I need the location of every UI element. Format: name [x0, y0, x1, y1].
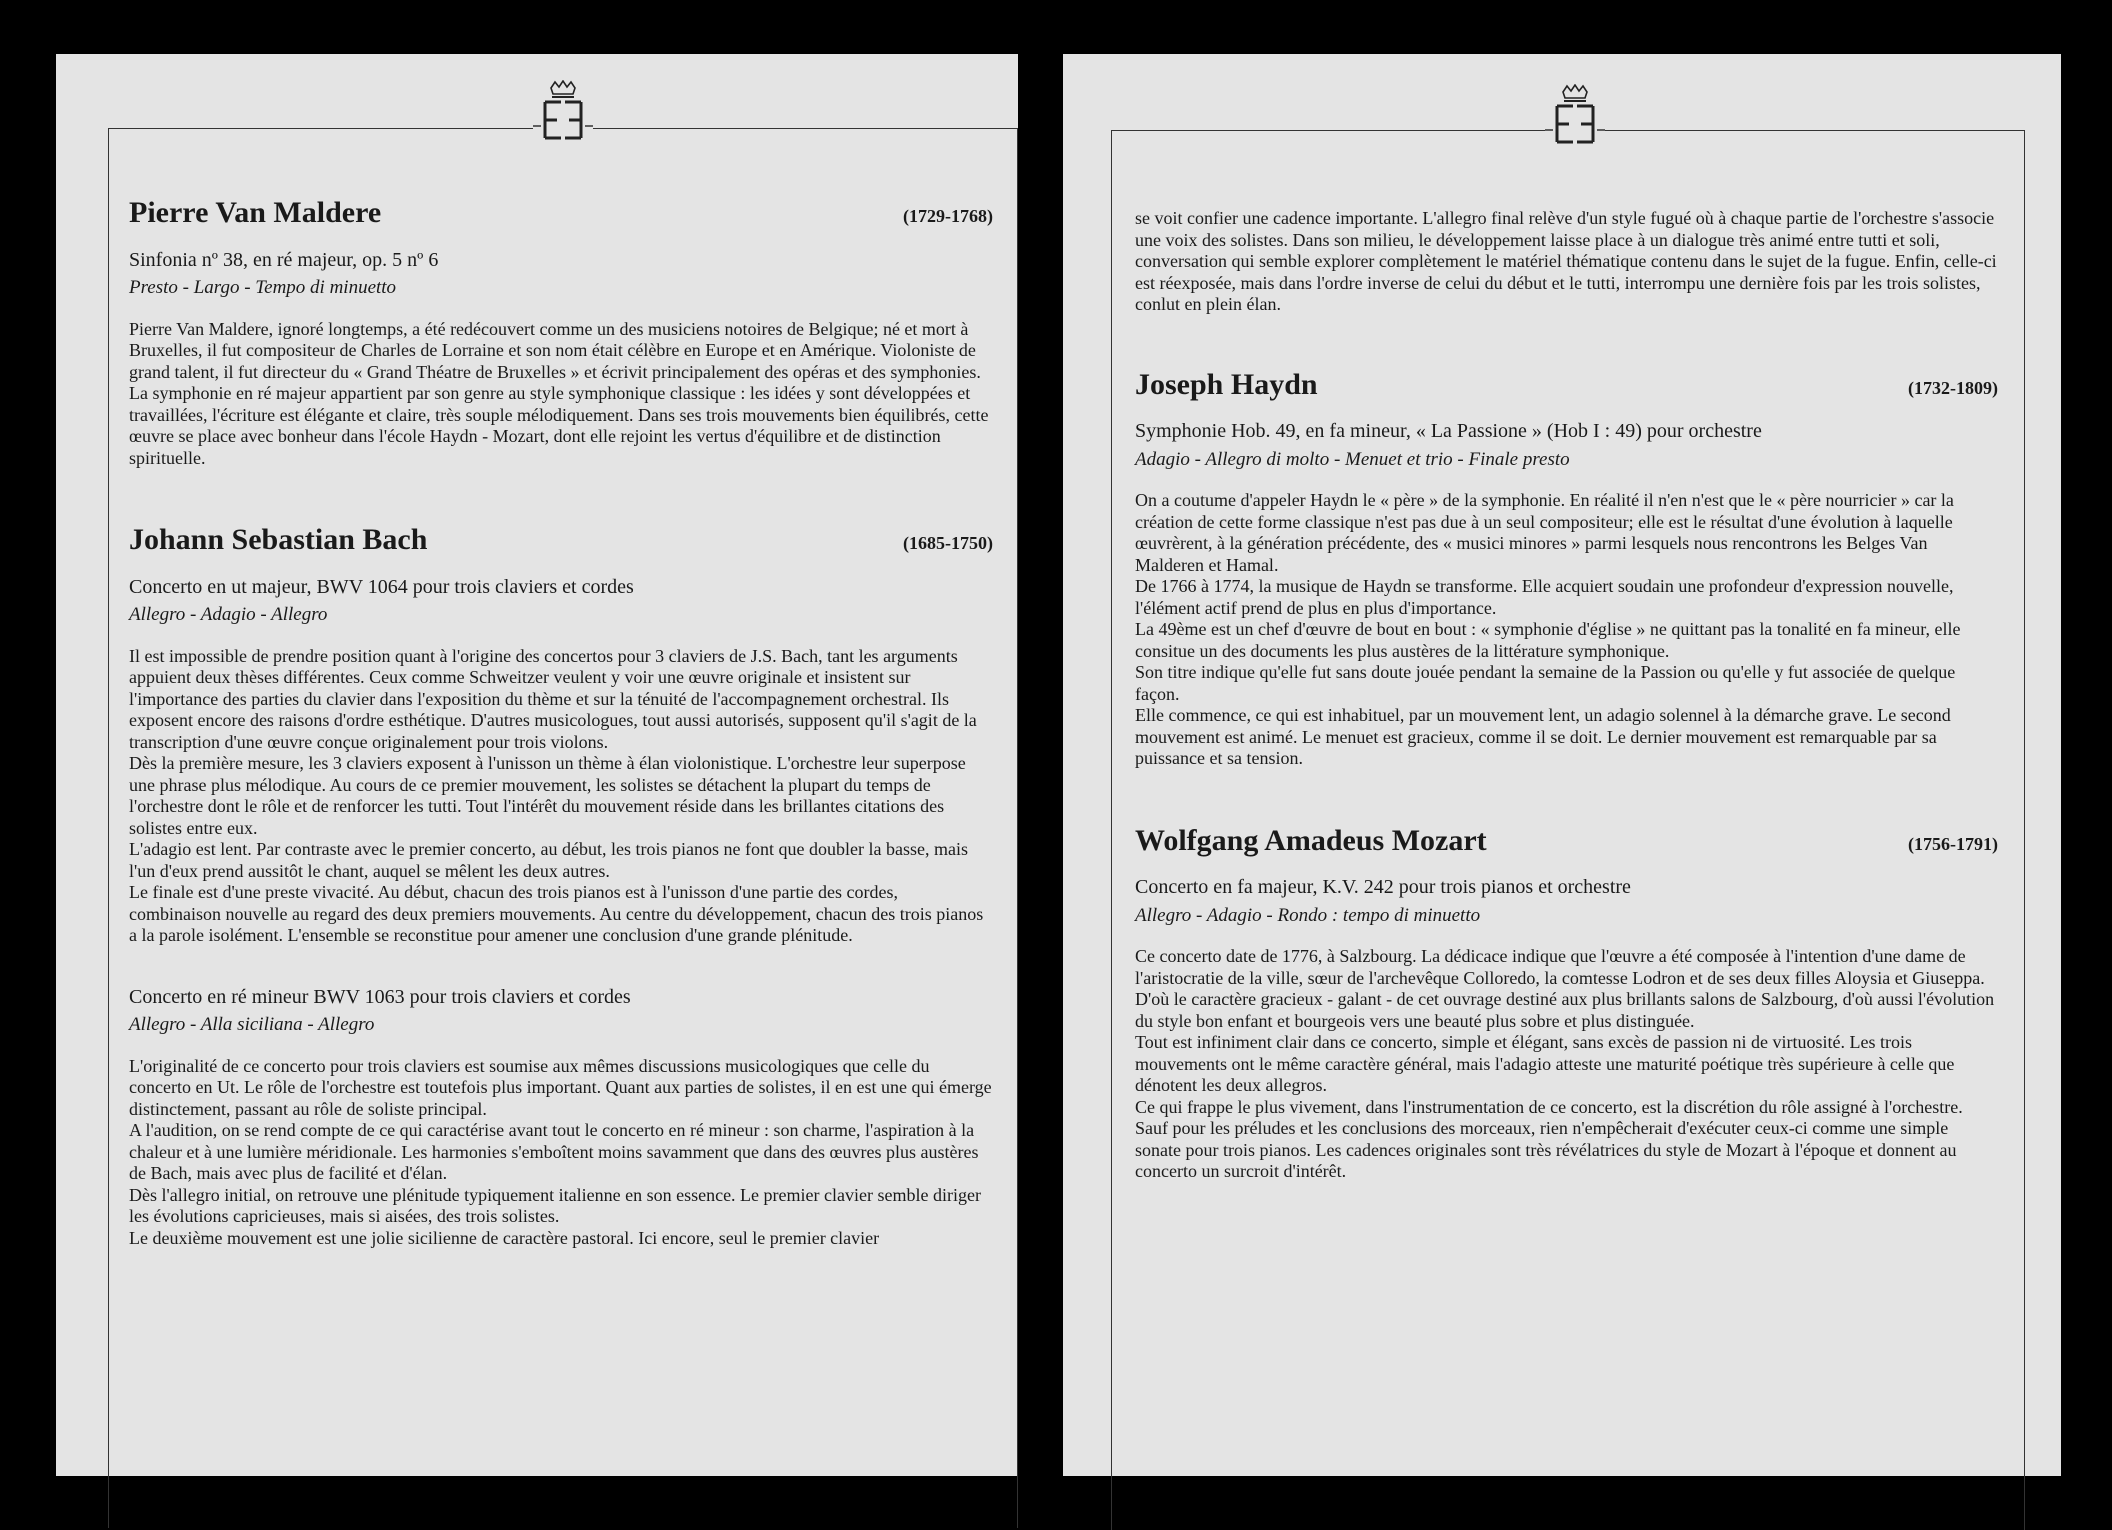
paragraph: La symphonie en ré majeur appartient par son genre au style symphonique classique : les idées y sont développées et travaillées, l'écriture est élégante et claire, très souple mélodiquement. Dans ses trois mouvements bien équilibrés, cette œuvre se place avec bonheur dans l'école Haydn - Mozart, dont elle rejoint les vertus d'équilibre et de distinction spirituelle. [129, 383, 989, 468]
work-movements: Allegro - Adagio - Allegro [129, 604, 328, 625]
continuation-text [1135, 208, 1998, 316]
paragraph: Pierre Van Maldere, ignoré longtemps, a été redécouvert comme un des musiciens notoires de Belgique; né et mort à Bruxelles, il fut compositeur de Charles de Lorraine et son nom était célèbre en Europe et en Amérique. Violoniste de grand talent, il fut directeur du « Grand Théatre de Bruxelles » et écrivit principalement des opéras et des symphonies. [129, 318, 981, 382]
work-description [129, 319, 993, 470]
composer-name: Wolfgang Amadeus Mozart [1135, 823, 1487, 857]
composer-dates: (1729-1768) [903, 206, 993, 226]
royal-monogram-icon [1545, 84, 1605, 148]
work-description [1135, 946, 1998, 1183]
left-content [129, 196, 993, 1249]
work-description [129, 1056, 993, 1250]
paragraph: Dès la première mesure, les 3 claviers exposent à l'unisson un thème à élan violonistique. L'orchestre leur superpose une phrase plus mélodique. Au cours de ce premier mouvement, les solistes se détachent la plupart du temps de l'orchestre dont le rôle et de renforcer les tutti. Tout l'intérêt du mouvement réside dans les brillantes citations des solistes entre eux. [129, 753, 966, 838]
left-page [56, 54, 1018, 1476]
work-movements: Presto - Largo - Tempo di minuetto [129, 277, 397, 298]
paragraph: Ce concerto date de 1776, à Salzbourg. La dédicace indique que l'œuvre a été composée à l'intention d'une dame de l'aristocratie de la ville, sœur de l'archevêque Colloredo, la comtesse Lodron et de ses deux filles Aloysia et Giuseppa. D'où le caractère gracieux - galant - de cet ouvrage destiné aux plus brillants salons de Salzbourg, d'où aussi l'évolution du style bon enfant et bourgeois vers une beauté plus sobre et plus distinguée. [1135, 946, 1995, 1031]
work-description [129, 646, 993, 947]
paragraph: A l'audition, on se rend compte de ce qui caractérise avant tout le concerto en ré mineur : son charme, l'aspiration à la chaleur et à une lumière méridionale. Les harmonies s'emboîtent moins savamment que dans des œuvres plus austères de Bach, mais avec plus de facilité et d'élan. [129, 1120, 979, 1183]
paragraph: Il est impossible de prendre position quant à l'origine des concertos pour 3 claviers de J.S. Bach, tant les arguments appuient deux thèses différentes. Ceux comme Schweitzer veulent y voir une œuvre originale et insistent sur l'importance des parties du clavier dans l'exposition du thème et sur la ténuité de l'accompagnement orchestral. Ils exposent encore des raisons d'ordre esthétique. D'autres musicologues, tout aussi autorisés, supposent qu'il s'agit de la transcription d'une œuvre conçue originalement pour trois violons. [129, 645, 977, 752]
work-movements: Adagio - Allegro di molto - Menuet et trio - Finale presto [1135, 448, 1570, 470]
composer-dates: (1685-1750) [903, 533, 993, 553]
composer-name: Pierre Van Maldere [129, 196, 382, 229]
paragraph: L'adagio est lent. Par contraste avec le premier concerto, au début, les trois pianos ne font que doubler la basse, mais l'un d'eux prend aussitôt le chant, auquel se mêlent les deux autres. [129, 839, 968, 881]
composer-section-mozart [1135, 823, 1998, 1183]
work-movements: Allegro - Alla siciliana - Allegro [129, 1014, 375, 1035]
paragraph: Ce qui frappe le plus vivement, dans l'instrumentation de ce concerto, est la discrétion du rôle assigné à l'orchestre. Sauf pour les préludes et les conclusions des morceaux, rien n'empêcherait d'exécuter ceux-ci comme une simple sonate pour trois pianos. Les cadences originales sont très révélatrices du style de Mozart à l'époque et donnent au concerto un surcroit d'intérêt. [1135, 1096, 1963, 1181]
work-title: Symphonie Hob. 49, en fa mineur, « La Passione » (Hob I : 49) pour orchestre [1135, 420, 1762, 442]
paragraph: L'originalité de ce concerto pour trois claviers est soumise aux mêmes discussions musicologiques que celle du concerto en Ut. Le rôle de l'orchestre est toutefois plus important. Quant aux parties de solistes, il en est une qui émerge distinctement, passant au rôle de soliste principal. [129, 1055, 992, 1119]
right-content [1135, 208, 1998, 1183]
paragraph: On a coutume d'appeler Haydn le « père » de la symphonie. En réalité il n'en n'est que le « père nourricier » car la création de cette forme classique n'est pas due à un seul compositeur; elle est le résultat d'une évolution à laquelle œuvrèrent, à la génération précédente, des « musici minores » parmi lesquels nous rencontrons les Belges Van Malderen et Hamal. [1135, 490, 1954, 575]
composer-dates: (1732-1809) [1908, 377, 1998, 398]
composer-dates: (1756-1791) [1908, 833, 1998, 854]
royal-monogram-icon [533, 80, 593, 144]
composer-section-bach [129, 523, 993, 1249]
work-movements: Allegro - Adagio - Rondo : tempo di minuetto [1135, 904, 1481, 926]
composer-name: Johann Sebastian Bach [129, 523, 428, 556]
composer-section-haydn [1135, 367, 1998, 770]
work-title: Concerto en fa majeur, K.V. 242 pour trois pianos et orchestre [1135, 876, 1631, 898]
paragraph: Tout est infiniment clair dans ce concerto, simple et élégant, sans excès de passion ni de virtuosité. Les trois mouvements ont le même caractère général, mais l'adagio atteste une maturité poétique très supérieure à celle que dénotent les deux allegros. [1135, 1032, 1955, 1095]
paragraph: Le finale est d'une preste vivacité. Au début, chacun des trois pianos est à l'unisson d'une partie des cordes, combinaison nouvelle au regard des deux premiers mouvements. Au centre du développement, chacun des trois pianos a la parole isolément. L'ensemble se reconstitue pour amener une conclusion d'une grande plénitude. [129, 882, 984, 945]
paragraph: Dès l'allegro initial, on retrouve une plénitude typiquement italienne en son essence. Le premier clavier semble diriger les évolutions capricieuses, mais si aisées, des trois solistes. [129, 1184, 981, 1226]
work-title: Concerto en ré mineur BWV 1063 pour trois claviers et cordes [129, 985, 631, 1008]
paragraph: Elle commence, ce qui est inhabituel, par un mouvement lent, un adagio solennel à la démarche grave. Le second mouvement est animé. Le menuet est gracieux, comme il se doit. Le dernier mouvement est remarquable par sa puissance et sa tension. [1135, 705, 1951, 768]
composer-name: Joseph Haydn [1135, 367, 1318, 401]
paragraph: Le deuxième mouvement est une jolie sicilienne de caractère pastoral. Ici encore, seul le premier clavier [129, 1227, 880, 1248]
right-page [1063, 54, 2061, 1476]
work-description [1135, 490, 1998, 770]
paragraph: La 49ème est un chef d'œuvre de bout en bout : « symphonie d'église » ne quittant pas la tonalité en fa mineur, elle consitue un des documents les plus austères de la littérature symphonique. [1135, 619, 1961, 661]
work-title: Sinfonia nº 38, en ré majeur, op. 5 nº 6 [129, 248, 439, 271]
work-title: Concerto en ut majeur, BWV 1064 pour trois claviers et cordes [129, 575, 634, 598]
paragraph: De 1766 à 1774, la musique de Haydn se transforme. Elle acquiert soudain une profondeur d'expression nouvelle, l'élément actif prend de plus en plus d'importance. [1135, 576, 1954, 618]
paragraph: Son titre indique qu'elle fut sans doute jouée pendant la semaine de la Passion ou qu'elle y fut associée de quelque façon. [1135, 662, 1956, 704]
paragraph: se voit confier une cadence importante. L'allegro final relève d'un style fugué où à chaque partie de l'orchestre s'associe une voix des solistes. Dans son milieu, le développement laisse place à un dialogue très animé entre tutti et soli, conversation qui semble explorer complètement le matériel thématique contenu dans le sujet de la fugue. Enfin, celle-ci est réexposée, mais dans l'ordre inverse de celui du début et le tutti, interrompu une dernière fois par les trois solistes, conlut en plein élan. [1135, 208, 1997, 314]
composer-section-van-maldere [129, 196, 993, 469]
